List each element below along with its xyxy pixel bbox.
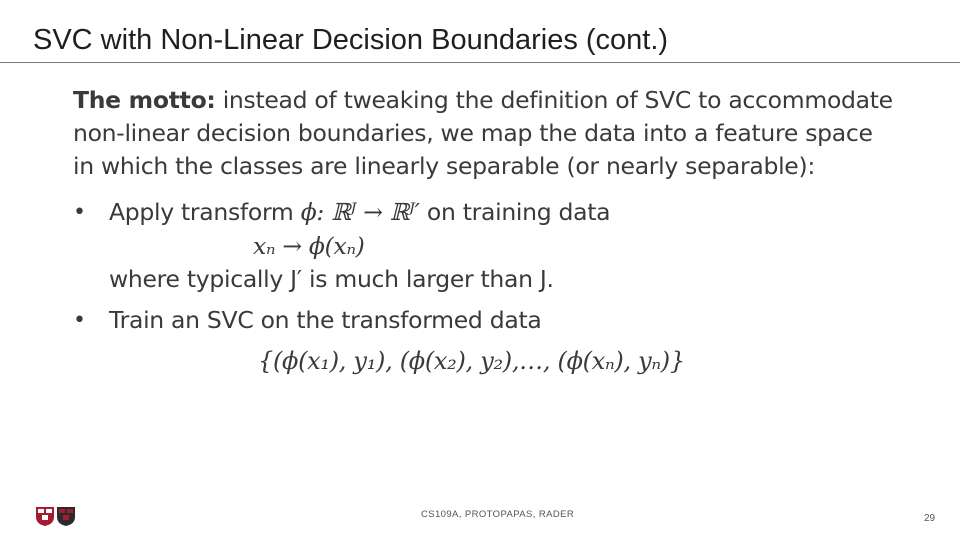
bullet-2: Train an SVC on the transformed data <box>109 306 542 334</box>
page-number: 29 <box>924 513 936 524</box>
mapping-formula: xₙ → ϕ(xₙ) <box>253 232 365 260</box>
motto-line-3: in which the classes are linearly separable (or nearly separable): <box>73 152 815 180</box>
bullet-1-suffix: on training data <box>419 198 611 226</box>
motto-line-2: non-linear decision boundaries, we map the data into a feature space <box>73 119 873 147</box>
institution-logos <box>35 505 77 532</box>
bullet-1-note: where typically J′ is much larger than J. <box>109 265 554 293</box>
bullet-1 <box>109 196 610 230</box>
transform-formula: ϕ: ℝᴶ → ℝᴶ′ <box>300 198 420 226</box>
transformed-dataset-formula: {(ϕ(x₁), y₁), (ϕ(x₂), y₂),…, (ϕ(xₙ), yₙ)} <box>258 347 685 375</box>
slide-title: SVC with Non-Linear Decision Boundaries (cont.) <box>33 24 669 56</box>
course-credit: CS109A, PROTOPAPAS, RADER <box>421 509 575 520</box>
bullet-1-prefix: Apply transform <box>109 198 301 226</box>
harvard-shields-icon <box>35 505 77 527</box>
motto-text-1: instead of tweaking the definition of SVC to accommodate <box>215 86 893 114</box>
motto-line-1 <box>73 84 893 118</box>
bullet-marker-1: • <box>73 200 86 225</box>
motto-label: The motto: <box>73 86 216 114</box>
bullet-marker-2: • <box>73 308 86 333</box>
title-divider <box>0 62 960 63</box>
